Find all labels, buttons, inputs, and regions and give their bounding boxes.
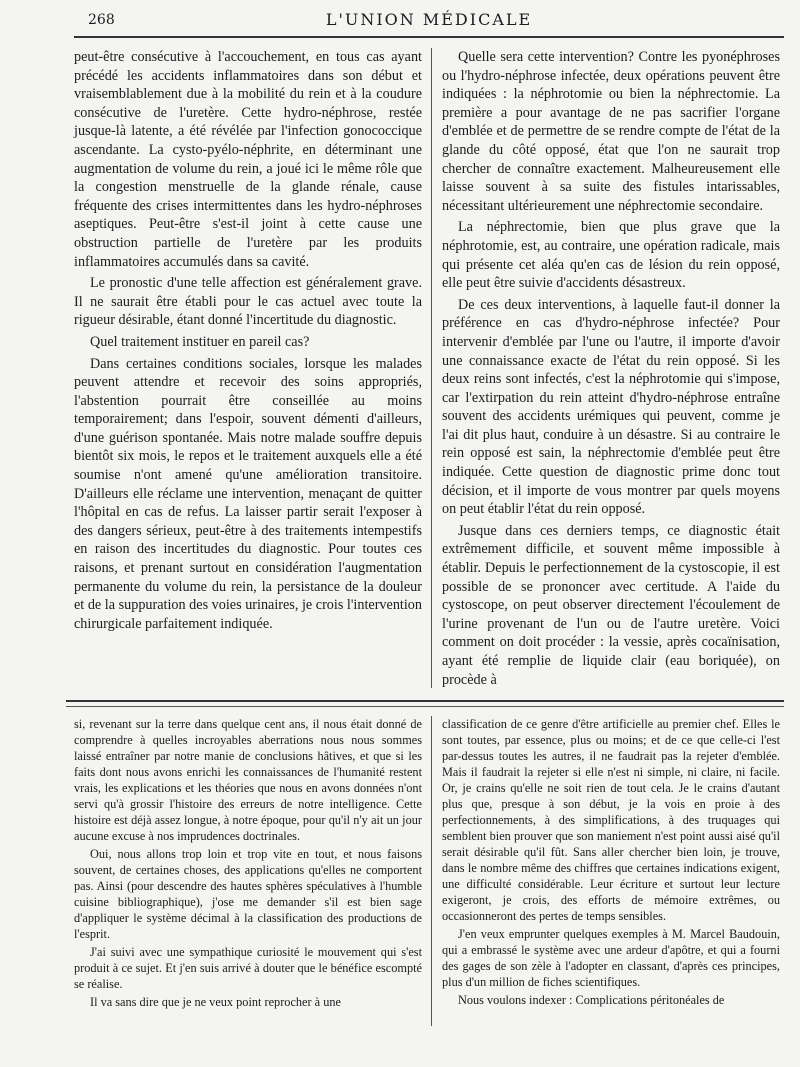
paragraph: Jusque dans ces derniers temps, ce diagnostic était extrêmement difficile, et souvent même impossible à établir. Depuis le perfectionnement de la cystoscopie, il est possible de se prononcer avec certitude. A l'aide du cystoscope, on peut observer directement l'écoulement de l'urine provenant de l'un ou de l'autre uretère. Voici comment on doit procéder : la vessie, après cocaïnisation, ayant été remplie de liquide clair (eau boriquée), on procède à bbox=[442, 522, 780, 688]
column-divider-lower bbox=[431, 716, 432, 1026]
paragraph: Oui, nous allons trop loin et trop vite en tout, et nous faisons souvent, de certaines choses, des applications qu'elles ne comportent pas. Ainsi (pour descendre des hautes sphères spéculatives à l'humble cuisine bibliographique), j'ose me demander s'il est bien sage d'appliquer le système décimal à la classification des productions de l'esprit. bbox=[74, 847, 422, 941]
paragraph: Nous voulons indexer : Complications péritonéales de bbox=[458, 993, 725, 1007]
page-header bbox=[74, 8, 784, 32]
paragraph: J'ai suivi avec une sympathique curiosité le mouvement qui s'est produit à ce sujet. Et j'en suis arrivé à douter que le bénéfice escompté se réalise. bbox=[74, 945, 422, 991]
paragraph: De ces deux interventions, à laquelle faut-il donner la préférence en cas d'hydro-néphrose infectée? Pour intervenir d'emblée par l'une ou l'autre, il importe d'avoir une connaissance exacte de l'état du rein opposé. Si les deux reins sont infectés, c'est la néphrotomie qui s'impose, car l'extirpation du rein atteint d'hydro-néphrose entraîne souvent des accidents urémiques qui peuvent, comme je l'ai dit plus haut, conduire à un désastre. Si au contraire le rein opposé est sain, la néphrectomie d'emblée peut être indiquée. Cette question de diagnostic prime donc tout décision, et il importe de vous montrer par quels moyens on peut établir l'état du rein opposé. bbox=[442, 296, 780, 518]
paragraph: J'en veux emprunter quelques exemples à M. Marcel Baudouin, qui a embrassé le système avec une ardeur d'apôtre, et qui a fourni des gages de son zèle à l'adopter en classant, d'après ces principes, plus d'un million de fiches scientifiques. bbox=[442, 927, 780, 989]
column-divider bbox=[431, 48, 432, 688]
paragraph: classification de ce genre d'être artificielle au premier chef. Elles le sont toutes, par essence, plus ou moins; et de ce que celle-ci l'est par-dessus toutes les autres, il ne faudrait pas la rejeter d'emblée. Mais il faudrait la rejeter si elle n'est ni simple, ni claire, ni facile. Or, je crains qu'elle ne soit rien de tout cela. Je le crains d'autant plus que, presque à son début, je la vois en proie à des perfectionnements, à des simplifications, à des truquages qui semblent bien prouver que son maniement n'est point aussi aisé qu'il serait désirable qu'il fût. Sans aller chercher bien loin, je trouve, dans le nombre même des chiffres que certaines indications exigent, une difficulté considérable. Leur écriture et surtout leur lecture exigeront, je crois, des efforts de mémoire extrêmes, ou occasionneront des pertes de temps sensibles. bbox=[442, 717, 780, 923]
header-rule bbox=[74, 36, 784, 38]
paragraph: La néphrectomie, bien que plus grave que la néphrotomie, est, au contraire, une opération radicale, mais qui présente cet aléa qu'en cas de lésion du rein opposé, elle peut être suivie d'accidents désastreux. bbox=[442, 219, 780, 292]
paragraph: Quelle sera cette intervention? Contre les pyonéphroses ou l'hydro-néphrose infectée, deux opérations peuvent être indiquées : la néphrotomie ou bien la néphrectomie. La première a pour avantage de ne pas sacrifier l'organe d'emblée et de permettre de se rendre compte de l'état de la glande du côté opposé, état que l'on ne saurait trop chercher de connaître exactement. Malheureusement elle laisse souvent à sa suite des fistules intarissables, nécessitant ultérieurement une néphrectomie secondaire. bbox=[442, 49, 780, 214]
paragraph: si, revenant sur la terre dans quelque cent ans, il nous était donné de comprendre à quelles incroyables aberrations nous nous sommes laissé entraîner par notre manie de conclusions hâtives, et que si les faits dont nous avons enrichi les connaissances de l'humanité restent vrais, les explications et les théories que nous en avons données n'ont servi qu'à grossir l'histoire des erreurs de notre intelligence. Cette histoire est déjà assez longue, à notre époque, pour qu'il n'y ait un jour aucune excuse à nos imprudences doctrinales. bbox=[74, 717, 422, 843]
upper-left-column bbox=[74, 48, 422, 633]
feuilleton-right-column bbox=[442, 716, 780, 1008]
section-rule bbox=[66, 700, 784, 702]
paragraph: Dans certaines conditions sociales, lorsque les malades peuvent attendre et recevoir des soins appropriés, l'abstention pourrait être conseillée au moins temporairement; dans l'espoir, souvent démenti d'ailleurs, d'une guérison spontanée. Mais notre malade souffre depuis bientôt six mois, le repos et le traitement auxquels elle a été soumise n'ont amené qu'une amélioration transitoire. D'ailleurs elle réclame une intervention, menaçant de quitter l'hôpital en cas de refus. La laisser partir serait l'exposer à des dangers sérieux, peut-être à des traitements intempestifs en raison des incertitudes du diagnostic. Pour toutes ces raisons, et prenant surtout en considération l'augmentation permanente du volume du rein, la persistance de la douleur et de la suppuration des voies urinaires, je crois l'intervention chirurgicale parfaitement indiquée. bbox=[74, 355, 422, 632]
paragraph: Quel traitement instituer en pareil cas? bbox=[90, 333, 310, 350]
paragraph: Il va sans dire que je ne veux point reprocher à une bbox=[90, 995, 341, 1009]
paragraph: Le pronostic d'une telle affection est généralement grave. Il ne saurait être établi pour le cas actuel avec toute la rigueur désirable, étant donné l'incertitude du diagnostic. bbox=[74, 275, 422, 329]
section-rule-thin bbox=[66, 706, 784, 707]
upper-right-column bbox=[442, 48, 780, 689]
page-number: 268 bbox=[88, 12, 115, 28]
paragraph: peut-être consécutive à l'accouchement, en tous cas ayant précédé les accidents inflammatoires dans son début et vraisemblablement due à la mobilité du rein et à la coudure consécutive de l'uretère. Cette hydro-néphrose, restée jusque-là latente, a été révélée par l'infection gonococcique ascendante. La cysto-pyélo-néphrite, en déterminant une augmentation de volume du rein, a joué ici le même rôle que la congestion menstruelle de la glande rénale, cause fréquente des crises intermittentes dans les hydro-néphroses aseptiques. Peut-être s'est-il joint à cette cause une obstruction partielle de l'uretère par les produits inflammatoires accumulés dans sa cavité. bbox=[74, 49, 422, 270]
running-title: L'UNION MÉDICALE bbox=[325, 10, 533, 29]
feuilleton-left-column bbox=[74, 716, 422, 1010]
